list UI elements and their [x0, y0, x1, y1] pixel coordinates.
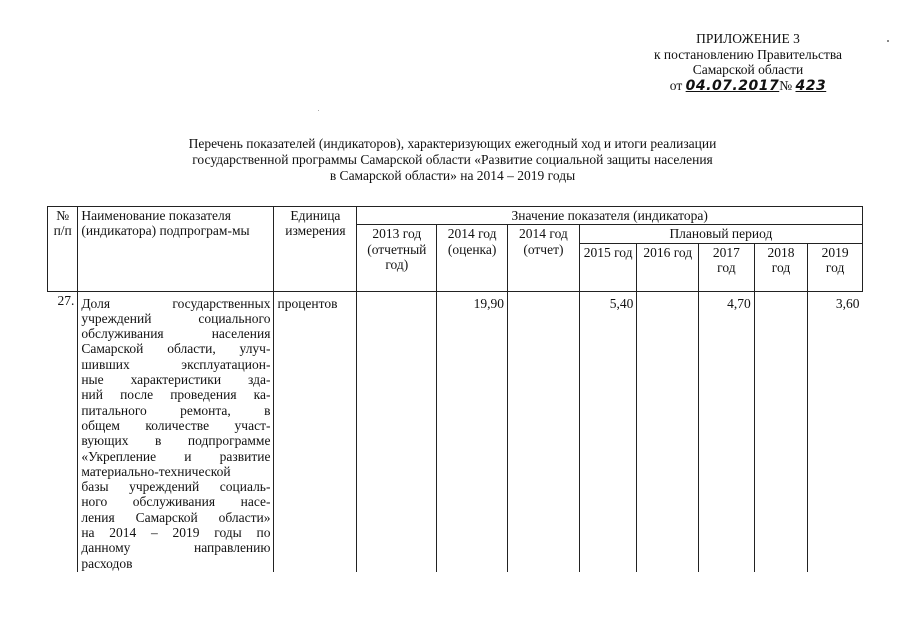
scan-speck: [318, 110, 319, 111]
header-plan-group: Плановый период: [579, 225, 862, 243]
row-value-2019: 3,60: [808, 291, 863, 572]
header-unit-line-2: измерения: [285, 223, 346, 239]
handwritten-number: 423: [795, 77, 827, 94]
header-num-line-2: п/п: [53, 223, 72, 239]
indicator-name-line: данному направлению: [81, 540, 271, 556]
indicator-name-line: вующих в подпрограмме: [81, 433, 271, 449]
heading-line-2: государственной программы Самарской области «Развитие социальной защиты населения: [192, 152, 713, 167]
appendix-region: Самарской области: [692, 62, 804, 77]
header-unit-line-1: Единица: [290, 208, 341, 223]
date-prefix: от: [669, 77, 683, 93]
indicator-name-line: расходов: [81, 555, 133, 571]
indicator-name-line: ний после проведения ка-: [81, 387, 271, 403]
heading-line-1: Перечень показателей (индикаторов), характеризующих ежегодный ход и итоги реализации: [188, 136, 717, 151]
scan-speck: [887, 40, 889, 42]
indicators-table: [47, 206, 863, 572]
header-2018: 2018 год: [754, 243, 808, 291]
header-2014-report: 2014 год (отчет): [508, 225, 580, 291]
header-2017: 2017 год: [699, 243, 755, 291]
indicator-name-line: «Укрепление и развитие: [81, 448, 271, 464]
number-sign: №: [779, 77, 793, 93]
indicator-name-line: учреждений социального: [81, 310, 271, 326]
indicator-name-line: материально-технической: [81, 463, 231, 479]
indicator-name-line: ные характеристики зда-: [81, 372, 271, 388]
indicator-name-line: ного обслуживания насе-: [81, 494, 271, 510]
row-value-2016: [637, 291, 699, 572]
handwritten-date: 04.07.2017: [685, 77, 780, 94]
header-values-group: Значение показателя (индикатора): [357, 207, 863, 225]
header-2016: 2016 год: [637, 243, 699, 291]
indicator-name-line: ления Самарской области»: [81, 509, 271, 525]
header-2014-estimate: 2014 год (оценка): [437, 225, 508, 291]
header-num-line-1: №: [56, 208, 70, 223]
row-value-2017: 4,70: [699, 291, 755, 572]
row-unit: процентов: [274, 291, 357, 572]
row-indicator-name: [78, 291, 274, 572]
row-value-2018: [754, 291, 808, 572]
document-heading: [120, 136, 785, 184]
row-value-2015: 5,40: [579, 291, 637, 572]
header-unit: [274, 207, 357, 292]
header-2019: 2019 год: [808, 243, 863, 291]
header-row-1: [48, 207, 863, 225]
heading-line-3: в Самарской области» на 2014 – 2019 годы: [329, 168, 576, 183]
indicator-name-line: шивших эксплуатацион-: [81, 356, 271, 372]
row-num: 27.: [48, 291, 78, 572]
indicator-name-line: базы учреждений социаль-: [81, 479, 271, 495]
row-value-2014-report: [508, 291, 580, 572]
row-value-2014-estimate: 19,90: [437, 291, 508, 572]
indicator-name-lines: [81, 296, 270, 571]
appendix-reference: к постановлению Правительства: [653, 46, 843, 62]
indicator-name-line: обслуживания населения: [81, 326, 271, 342]
indicator-name-line: Доля государственных: [81, 295, 271, 311]
header-num: [48, 207, 78, 292]
header-2015: 2015 год: [579, 243, 637, 291]
appendix-date-line: [618, 78, 878, 95]
header-name: Наименование показателя (индикатора) подпрограм-мы: [78, 207, 274, 292]
indicator-name-line: Самарской области, улуч-: [81, 341, 271, 357]
appendix-block: [618, 31, 878, 94]
indicator-name-line: общем количестве участ-: [81, 417, 271, 433]
indicator-name-line: питального ремонта, в: [81, 402, 271, 418]
table-row: [48, 291, 863, 572]
header-2013: 2013 год (отчетный год): [357, 225, 437, 291]
appendix-title: ПРИЛОЖЕНИЕ 3: [696, 31, 800, 46]
row-value-2013: [357, 291, 437, 572]
indicator-name-line: на 2014 – 2019 годы по: [81, 525, 271, 541]
